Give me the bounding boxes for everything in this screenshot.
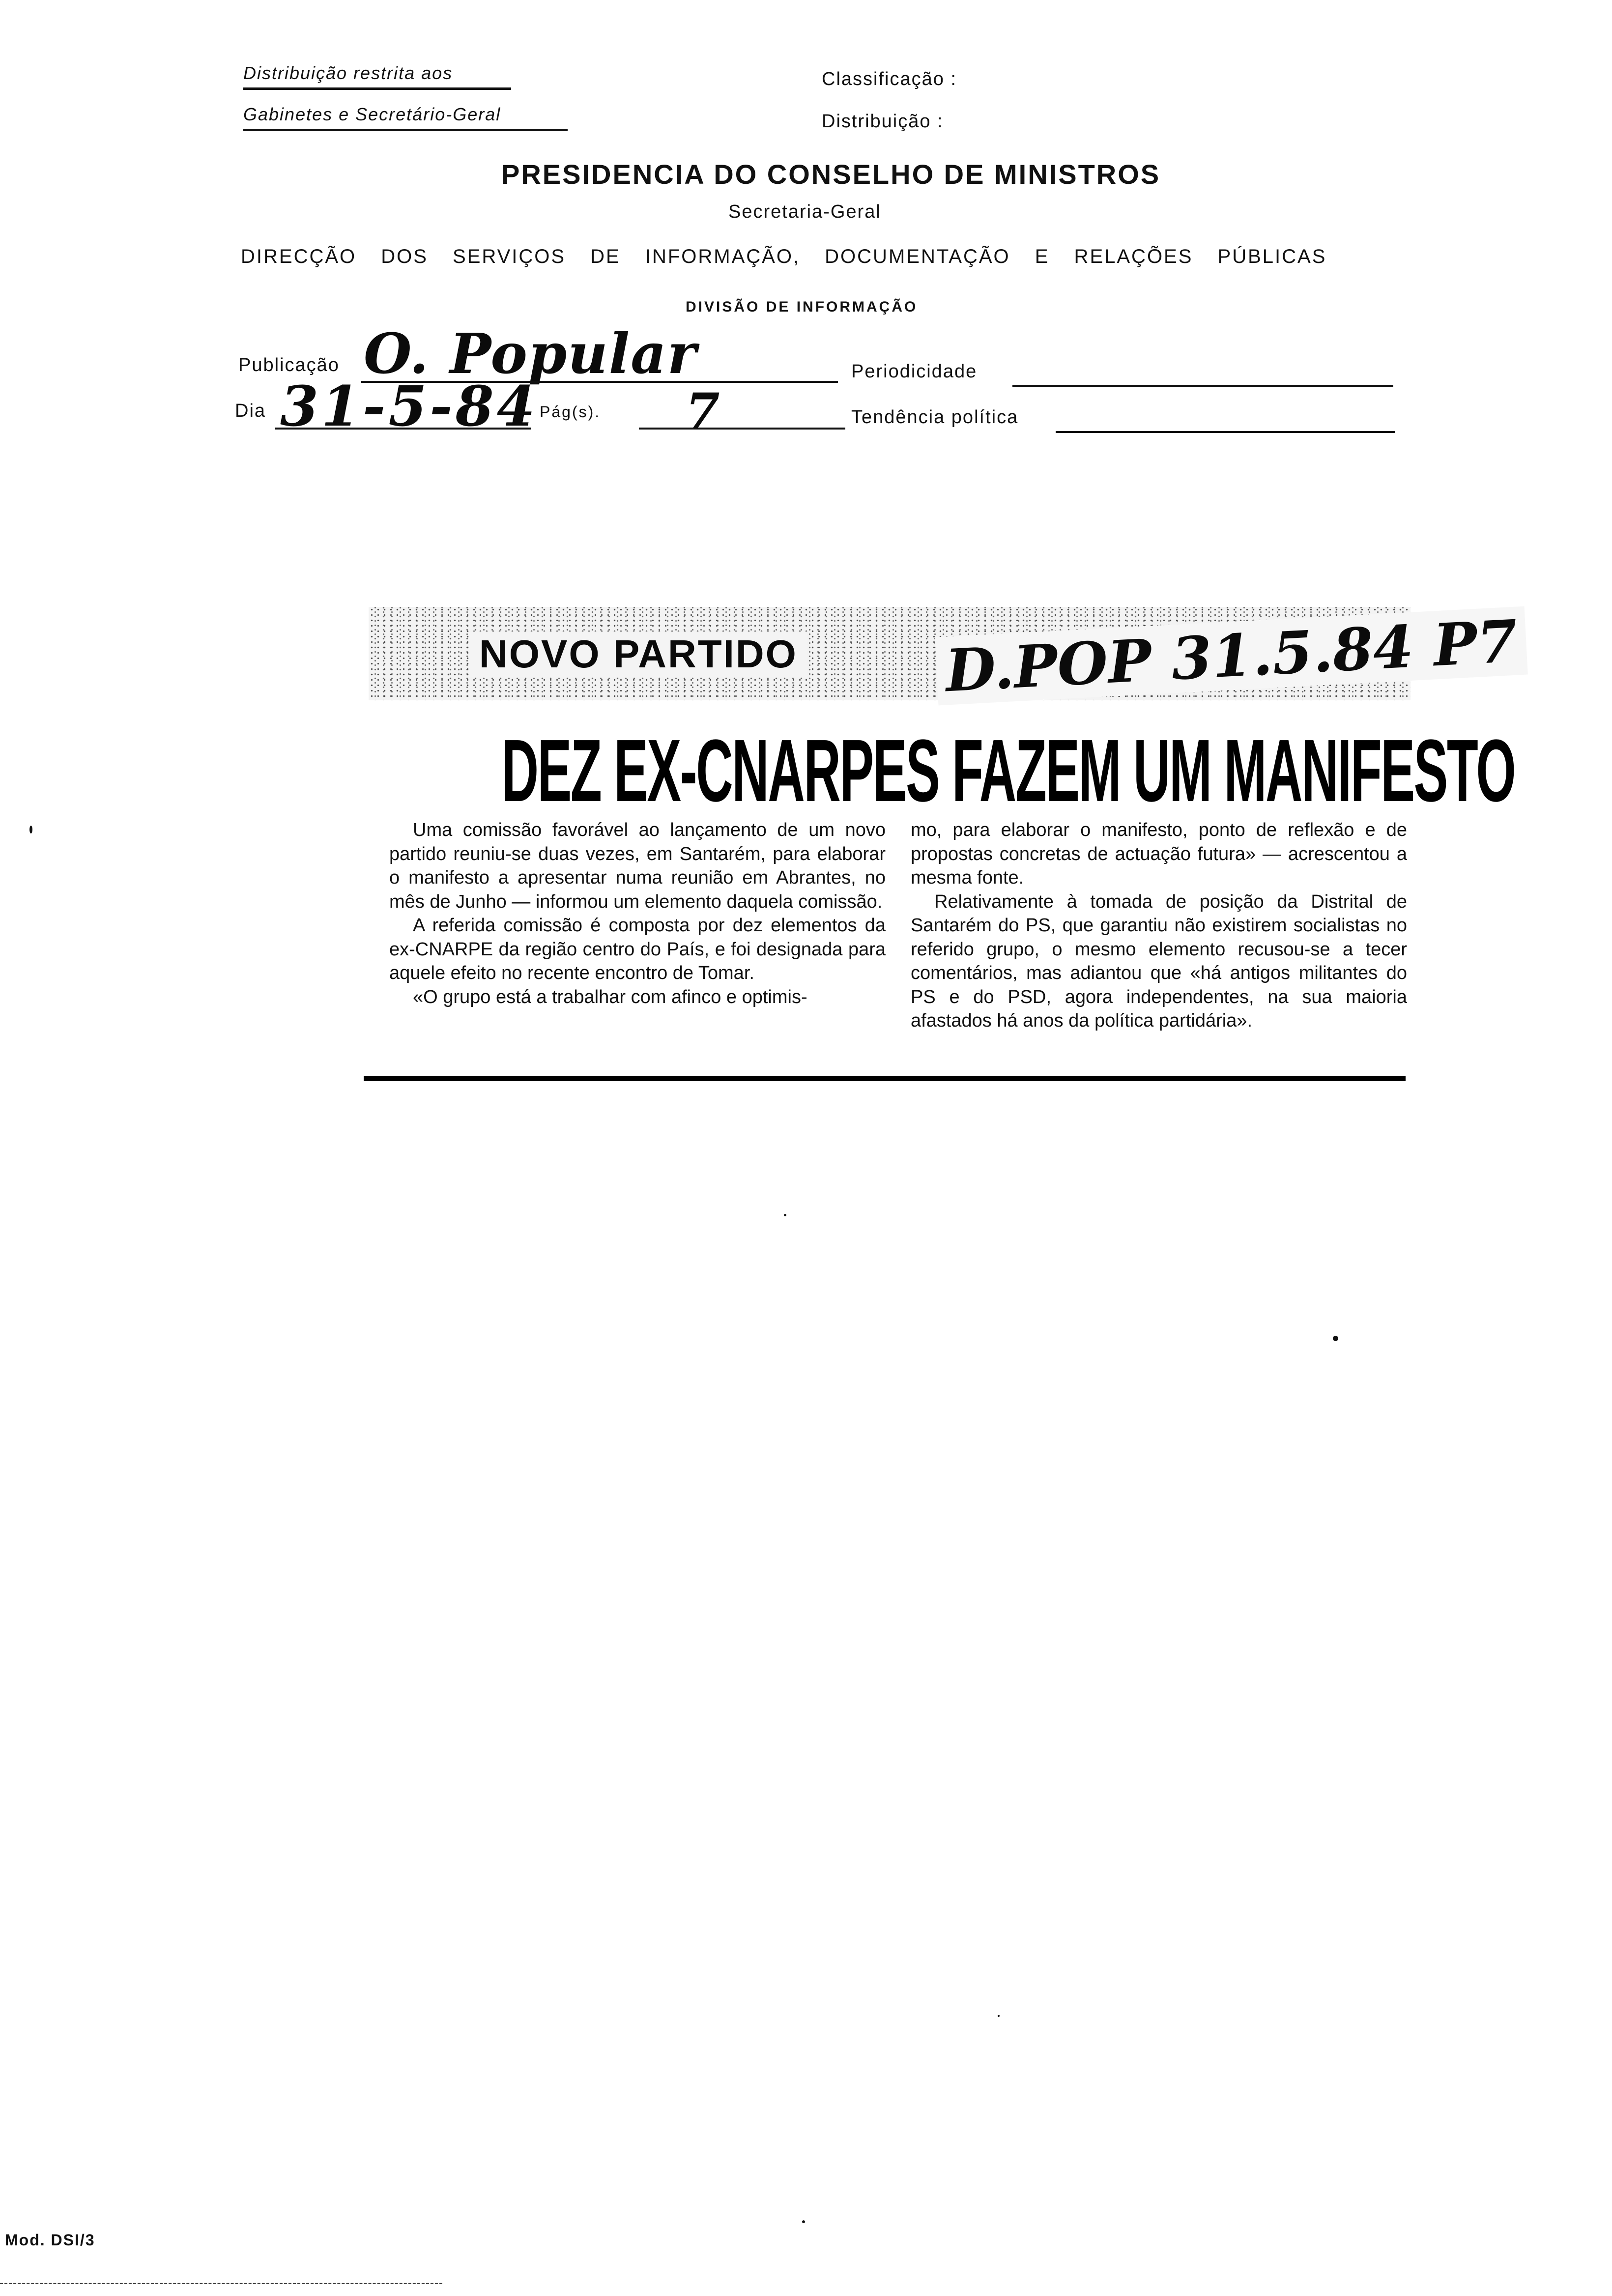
scan-speck [1333, 1336, 1338, 1341]
model-code: Mod. DSI/3 [5, 2231, 95, 2249]
clipping-column-1 [389, 818, 886, 1009]
day-label: Dia [235, 401, 266, 421]
column2-paragraph-2: Relativamente à tomada de posição da Distrital de Santarém do PS, que garantiu não existirem socialistas no referido grupo, o mesmo elemento recusou-se a tecer comentários, mas adiantou que «há antigos militantes do PS e do PSD, agora independentes, na sua maioria afastados há anos da política partidária». [911, 891, 1407, 1031]
periodicity-fill-line [1012, 385, 1393, 387]
day-fill-line [275, 428, 531, 430]
column1-paragraph-3: «O grupo está a trabalhar com afinco e optimis- [413, 986, 807, 1007]
column2-paragraph-1: mo, para elaborar o manifesto, ponto de reflexão e de propostas concretas de actuação futura» — acrescentou a mesma fonte. [911, 820, 1407, 888]
secretariat-title: Secretaria-Geral [728, 201, 881, 222]
distribution-label: Distribuição : [822, 111, 944, 132]
column1-paragraph-1: Uma comissão favorável ao lançamento de um novo partido reuniu-se duas vezes, em Santarém, para elaborar o manifesto a apresentar numa reunião em Abrantes, no mês de Junho — informou um elemento daquela comissão. [389, 820, 886, 912]
distribution-restricted-line1: Distribuição restrita aos [243, 63, 511, 90]
column1-paragraph-2: A referida comissão é composta por dez elementos da ex-CNARPE da região centro do País, e foi designada para aquele efeito no recente encontro de Tomar. [389, 915, 886, 983]
clipping-headline: DEZ EX-CNARPES FAZEM UM MANIFESTO [501, 721, 1515, 820]
clipping-handwritten-stamp: D.POP 31.5.84 P7 [935, 606, 1528, 706]
directorate-title: DIRECÇÃO DOS SERVIÇOS DE INFORMAÇÃO, DOCUMENTAÇÃO E RELAÇÕES PÚBLICAS [241, 246, 1327, 267]
clipping-column-2 [911, 818, 1407, 1033]
division-title: DIVISÃO DE INFORMAÇÃO [686, 299, 918, 315]
publication-label: Publicação [238, 355, 340, 375]
political-tendency-label: Tendência política [851, 407, 1019, 428]
pages-handwritten-value: 7 [686, 382, 720, 440]
periodicity-label: Periodicidade [851, 361, 978, 382]
scan-speck [29, 826, 32, 833]
publication-handwritten-value: O. Popular [364, 322, 697, 386]
day-handwritten-value: 31-5-84 [280, 374, 538, 439]
pages-label: Pág(s). [540, 403, 601, 421]
scan-speck [802, 2220, 805, 2223]
scan-speck [998, 2015, 1000, 2017]
pages-fill-line [639, 428, 845, 430]
political-tendency-fill-line [1056, 431, 1395, 433]
scan-speck [784, 1214, 786, 1216]
classification-label: Classificação : [822, 69, 957, 89]
clipping-kicker: NOVO PARTIDO [469, 631, 807, 677]
clipping-bottom-rule [364, 1076, 1406, 1081]
distribution-restricted-line2: Gabinetes e Secretário-Geral [243, 104, 568, 131]
presidency-title: PRESIDENCIA DO CONSELHO DE MINISTROS [501, 159, 1161, 190]
scan-edge-line [0, 2283, 442, 2284]
